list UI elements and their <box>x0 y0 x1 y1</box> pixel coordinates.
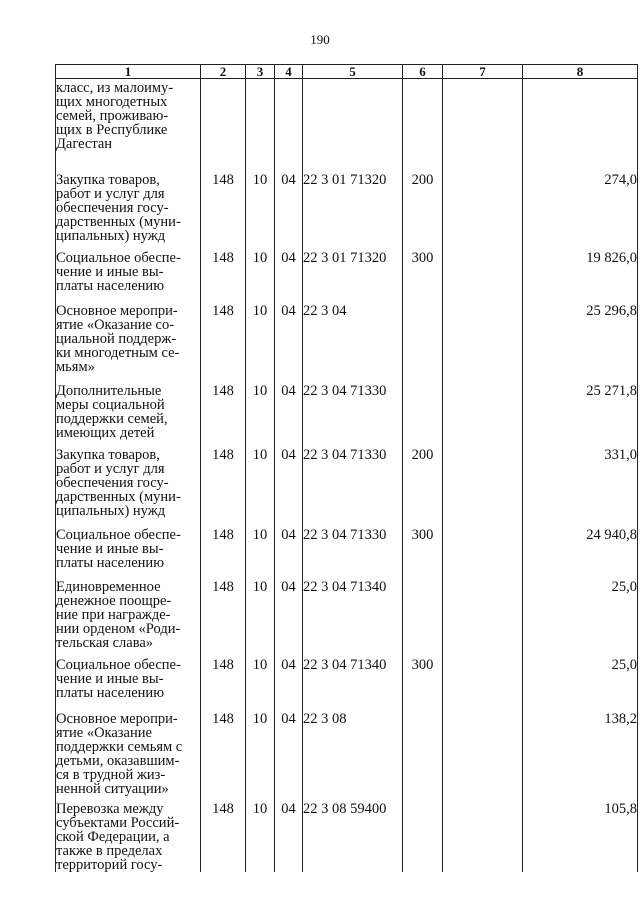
column-header: 1 <box>56 65 201 79</box>
cell-admin-code: 148 <box>201 658 246 712</box>
cell-expense-type: 300 <box>403 658 443 712</box>
budget-table <box>55 64 638 872</box>
row-name: Дополнительные меры социальной поддержки семей, имеющих детей <box>56 384 201 448</box>
cell-subsection: 04 <box>275 384 303 448</box>
cell-col7 <box>443 712 523 802</box>
table-row <box>56 384 638 448</box>
table-row <box>56 712 638 802</box>
cell-expense-type: 300 <box>403 528 443 580</box>
cell-admin-code: 148 <box>201 448 246 528</box>
column-header: 6 <box>403 65 443 79</box>
cell-col7 <box>443 384 523 448</box>
cell-admin-code <box>201 79 246 173</box>
column-header: 4 <box>275 65 303 79</box>
cell-expense-type <box>403 712 443 802</box>
row-name: Закупка товаров, работ и услуг для обеспечения госу- дарственных (муни- ципальных) нужд <box>56 173 201 251</box>
cell-amount: 138,2 <box>523 712 638 802</box>
cell-section: 10 <box>246 173 275 251</box>
cell-expense-type <box>403 79 443 173</box>
row-name: Социальное обеспе- чение и иные вы- платы населению <box>56 658 201 712</box>
cell-amount: 19 826,0 <box>523 251 638 304</box>
row-name: Основное меропри- ятие «Оказание со- циальной поддерж- ки многодетным се- мьям» <box>56 304 201 384</box>
cell-amount <box>523 79 638 173</box>
cell-col7 <box>443 448 523 528</box>
cell-expense-type: 200 <box>403 173 443 251</box>
cell-expense-type: 200 <box>403 448 443 528</box>
cell-admin-code: 148 <box>201 712 246 802</box>
cell-section: 10 <box>246 802 275 872</box>
cell-target-code: 22 3 04 71340 <box>303 658 403 712</box>
cell-col7 <box>443 251 523 304</box>
cell-subsection: 04 <box>275 580 303 658</box>
cell-target-code: 22 3 04 71330 <box>303 528 403 580</box>
row-name: Основное меропри- ятие «Оказание поддержки семьям с детьми, оказавшим- ся в трудной жиз- ненной ситуации» <box>56 712 201 802</box>
cell-section: 10 <box>246 580 275 658</box>
cell-target-code: 22 3 04 71330 <box>303 448 403 528</box>
cell-section: 10 <box>246 304 275 384</box>
table-row <box>56 658 638 712</box>
column-header: 8 <box>523 65 638 79</box>
cell-col7 <box>443 304 523 384</box>
table-row <box>56 528 638 580</box>
cell-col7 <box>443 658 523 712</box>
cell-admin-code: 148 <box>201 580 246 658</box>
row-name: класс, из малоиму- щих многодетных семей, проживаю- щих в Республике Дагестан <box>56 79 201 173</box>
table-row <box>56 304 638 384</box>
cell-subsection: 04 <box>275 658 303 712</box>
cell-section: 10 <box>246 528 275 580</box>
cell-target-code: 22 3 08 <box>303 712 403 802</box>
cell-subsection: 04 <box>275 304 303 384</box>
cell-target-code: 22 3 04 <box>303 304 403 384</box>
cell-expense-type <box>403 384 443 448</box>
column-header: 7 <box>443 65 523 79</box>
cell-expense-type: 300 <box>403 251 443 304</box>
cell-admin-code: 148 <box>201 251 246 304</box>
row-name: Социальное обеспе- чение и иные вы- платы населению <box>56 251 201 304</box>
cell-section <box>246 79 275 173</box>
cell-amount: 25,0 <box>523 658 638 712</box>
row-name: Закупка товаров, работ и услуг для обеспечения госу- дарственных (муни- ципальных) нужд <box>56 448 201 528</box>
table-header-row <box>56 65 638 79</box>
cell-expense-type <box>403 304 443 384</box>
cell-amount: 105,8 <box>523 802 638 872</box>
cell-amount: 24 940,8 <box>523 528 638 580</box>
cell-subsection: 04 <box>275 712 303 802</box>
cell-col7 <box>443 528 523 580</box>
cell-amount: 25 271,8 <box>523 384 638 448</box>
cell-amount: 25,0 <box>523 580 638 658</box>
table-row <box>56 448 638 528</box>
column-header: 5 <box>303 65 403 79</box>
cell-amount: 331,0 <box>523 448 638 528</box>
row-name: Единовременное денежное поощре- ние при награжде- нии орденом «Роди- тельская слава» <box>56 580 201 658</box>
cell-target-code: 22 3 01 71320 <box>303 251 403 304</box>
cell-target-code <box>303 79 403 173</box>
cell-admin-code: 148 <box>201 802 246 872</box>
cell-subsection <box>275 79 303 173</box>
cell-admin-code: 148 <box>201 528 246 580</box>
column-header: 3 <box>246 65 275 79</box>
cell-admin-code: 148 <box>201 384 246 448</box>
cell-admin-code: 148 <box>201 304 246 384</box>
cell-subsection: 04 <box>275 802 303 872</box>
cell-admin-code: 148 <box>201 173 246 251</box>
cell-expense-type <box>403 802 443 872</box>
cell-col7 <box>443 802 523 872</box>
cell-target-code: 22 3 08 59400 <box>303 802 403 872</box>
cell-target-code: 22 3 04 71330 <box>303 384 403 448</box>
page-number: 190 <box>310 32 330 47</box>
row-name: Социальное обеспе- чение и иные вы- платы населению <box>56 528 201 580</box>
table-row <box>56 802 638 872</box>
table-row <box>56 173 638 251</box>
cell-section: 10 <box>246 251 275 304</box>
table-row <box>56 79 638 173</box>
table-row <box>56 580 638 658</box>
cell-subsection: 04 <box>275 448 303 528</box>
cell-col7 <box>443 580 523 658</box>
cell-section: 10 <box>246 712 275 802</box>
cell-col7 <box>443 79 523 173</box>
cell-amount: 25 296,8 <box>523 304 638 384</box>
table-row <box>56 251 638 304</box>
cell-section: 10 <box>246 658 275 712</box>
cell-subsection: 04 <box>275 173 303 251</box>
cell-section: 10 <box>246 384 275 448</box>
cell-section: 10 <box>246 448 275 528</box>
cell-target-code: 22 3 01 71320 <box>303 173 403 251</box>
cell-expense-type <box>403 580 443 658</box>
cell-subsection: 04 <box>275 251 303 304</box>
cell-col7 <box>443 173 523 251</box>
row-name: Перевозка между субъектами Россий- ской Федерации, а также в пределах территорий госу- <box>56 802 201 872</box>
cell-amount: 274,0 <box>523 173 638 251</box>
cell-target-code: 22 3 04 71340 <box>303 580 403 658</box>
cell-subsection: 04 <box>275 528 303 580</box>
column-header: 2 <box>201 65 246 79</box>
